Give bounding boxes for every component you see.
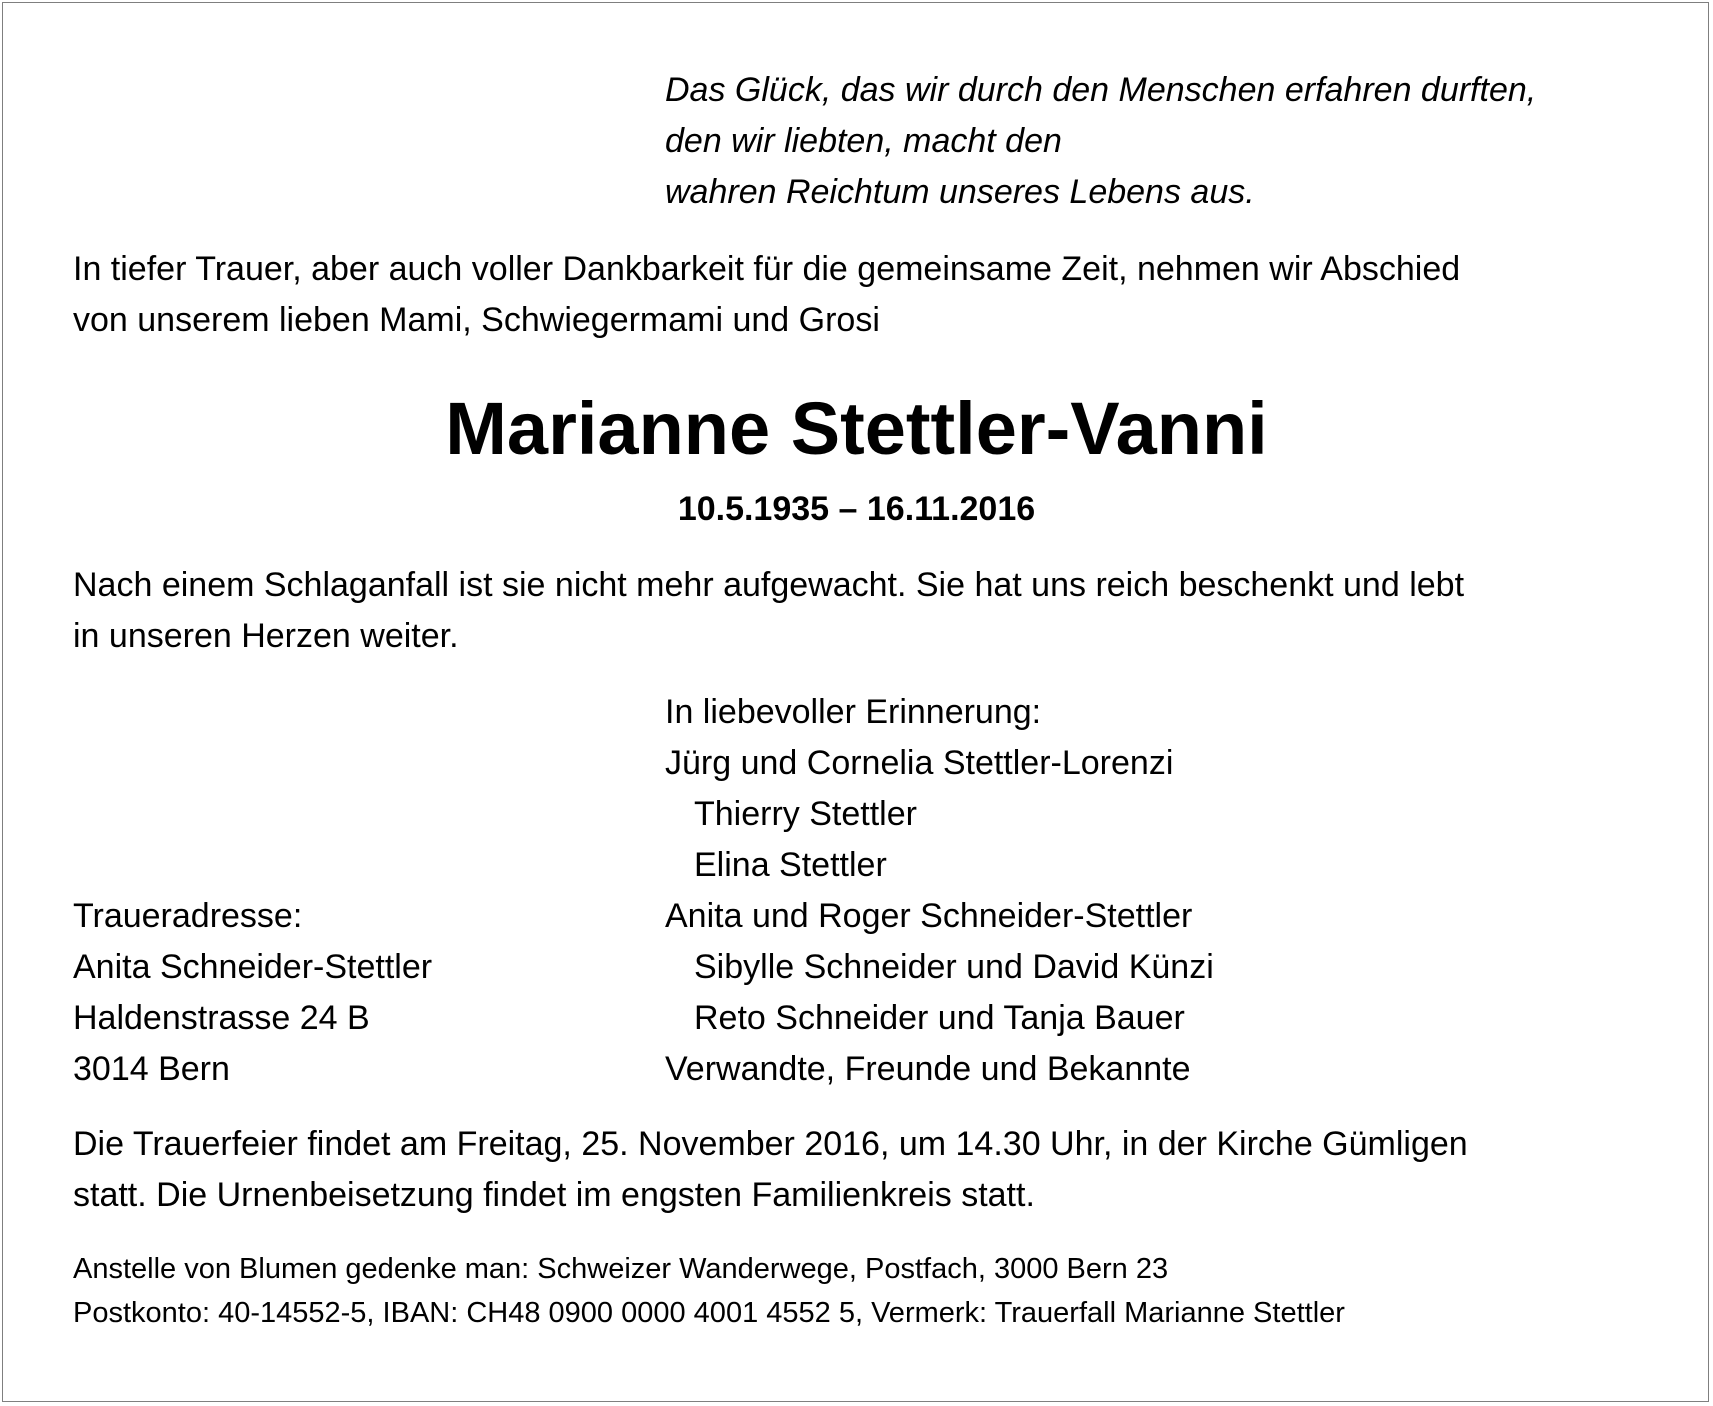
donation-line-2: Postkonto: 40-14552-5, IBAN: CH48 0900 0000 4001 4552 5, Vermerk: Trauerfall Marianne Stettler (73, 1297, 1345, 1329)
message-line-2: in unseren Herzen weiter. (73, 617, 459, 655)
quote-line-1: Das Glück, das wir durch den Menschen erfahren durften, (665, 71, 1537, 109)
mourner-line: Elina Stettler (694, 846, 887, 884)
mourners-heading: In liebevoller Erinnerung: (665, 693, 1042, 731)
quote-line-2: den wir liebten, macht den (665, 122, 1062, 160)
address-street: Haldenstrasse 24 B (73, 999, 370, 1037)
address-label: Traueradresse: (73, 897, 303, 935)
life-dates: 10.5.1935 – 16.11.2016 (677, 490, 1036, 528)
mourner-line: Verwandte, Freunde und Bekannte (665, 1050, 1191, 1088)
donation-line-1: Anstelle von Blumen gedenke man: Schweizer Wanderwege, Postfach, 3000 Bern 23 (73, 1253, 1169, 1285)
mourner-line: Sibylle Schneider und David Künzi (694, 948, 1214, 986)
intro-line-2: von unserem lieben Mami, Schwiegermami und Grosi (73, 301, 880, 339)
service-line-1: Die Trauerfeier findet am Freitag, 25. November 2016, um 14.30 Uhr, in der Kirche Gümligen (73, 1125, 1468, 1163)
intro-line-1: In tiefer Trauer, aber auch voller Dankbarkeit für die gemeinsame Zeit, nehmen wir Abschied (73, 250, 1461, 288)
mourner-line: Anita und Roger Schneider-Stettler (665, 897, 1193, 935)
message-line-1: Nach einem Schlaganfall ist sie nicht mehr aufgewacht. Sie hat uns reich beschenkt und lebt (73, 566, 1465, 604)
mourner-line: Thierry Stettler (694, 795, 917, 833)
quote-line-3: wahren Reichtum unseres Lebens aus. (665, 173, 1255, 211)
service-line-2: statt. Die Urnenbeisetzung findet im engsten Familienkreis statt. (73, 1176, 1035, 1214)
deceased-name: Marianne Stettler-Vanni (445, 387, 1268, 470)
mourner-line: Reto Schneider und Tanja Bauer (694, 999, 1185, 1037)
mourner-line: Jürg und Cornelia Stettler-Lorenzi (665, 744, 1174, 782)
address-city: 3014 Bern (73, 1050, 230, 1088)
address-name: Anita Schneider-Stettler (73, 948, 433, 986)
